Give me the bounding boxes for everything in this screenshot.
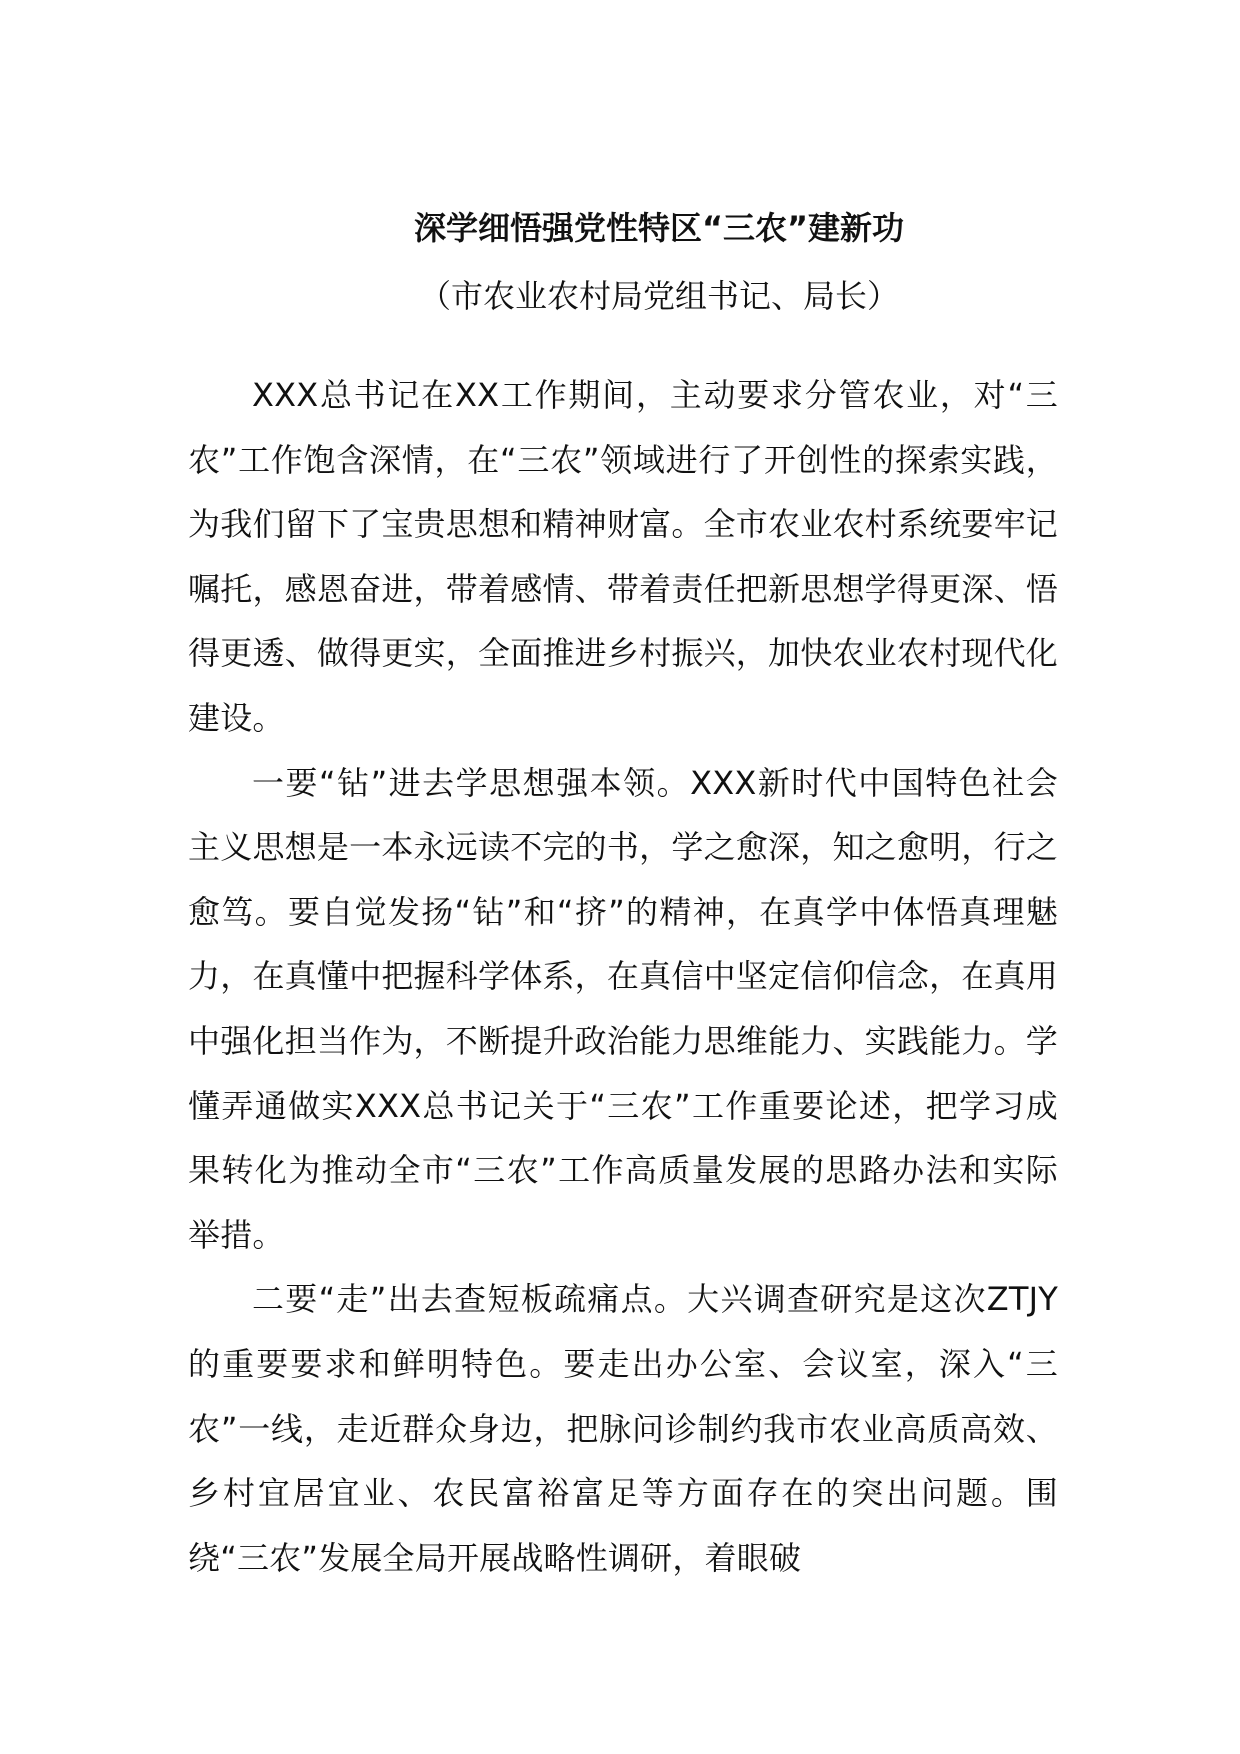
document-title: 深学细悟强党性特区“三农”建新功 xyxy=(413,209,905,247)
paragraph-2: 一要“钻”进去学思想强本领。XXX新时代中国特色社会主义思想是一本永远读不完的书，学之愈深，知之愈明，行之愈笃。要自觉发扬“钻”和“挤”的精神，在真学中体悟真理魅力，在真懂中把握科学体系，在真信中坚定信仰信念，在真用中强化担当作为，不断提升政治能力思维能力、实践能力。学懂弄通做实XXX总书记关于“三农”工作重要论述，把学习成果转化为推动全市“三农”工作高质量发展的思路办法和实际举措。 xyxy=(188,763,1058,1254)
document-subtitle: （市农业农村局党组书记、局长） xyxy=(418,277,899,315)
document-body xyxy=(188,363,1058,1590)
paragraph-3: 二要“走”出去查短板疏痛点。大兴调查研究是这次ZTJY的重要要求和鲜明特色。要走出办公室、会议室，深入“三农”一线，走近群众身边，把脉问诊制约我市农业高质高效、乡村宜居宜业、农民富裕富足等方面存在的突出问题。围绕“三农”发展全局开展战略性调研，着眼破 xyxy=(188,1280,1058,1577)
paragraph-1: XXX总书记在XX工作期间，主动要求分管农业，对“三农”工作饱含深情，在“三农”领域进行了开创性的探索实践，为我们留下了宝贵思想和精神财富。全市农业农村系统要牢记嘱托，感恩奋进，带着感情、带着责任把新思想学得更深、悟得更透、做得更实，全面推进乡村振兴，加快农业农村现代化建设。 xyxy=(188,376,1058,737)
